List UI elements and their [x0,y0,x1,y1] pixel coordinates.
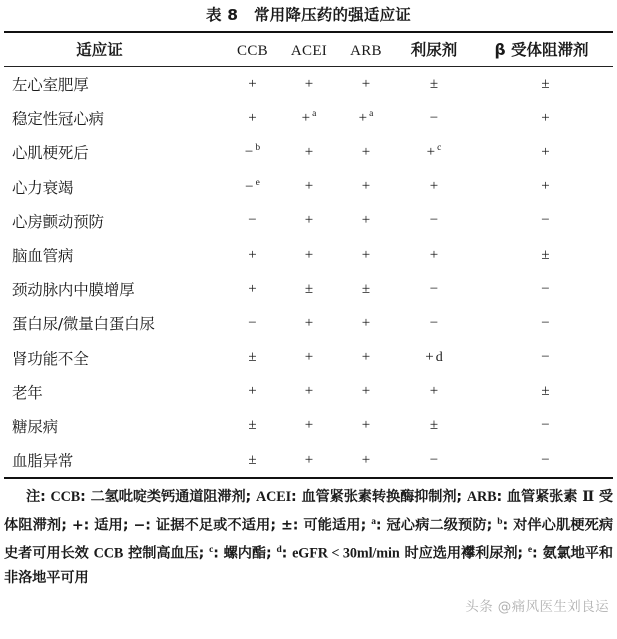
cell-diuretic [394,204,474,238]
cell-ccb [225,409,280,443]
table-row [0,101,617,135]
value-mark: + [426,144,436,161]
cell-arb [338,409,394,443]
cell-ccb [225,101,280,135]
value-mark: − [248,314,257,331]
cell-beta-blocker [474,135,617,169]
cell-beta-blocker [474,341,617,375]
value-mark: − [541,349,550,366]
row-label: 蛋白尿/微量白蛋白尿 [12,315,155,334]
value-mark: + [361,246,371,263]
footnote-text: CCB [50,489,81,506]
cell-acei [280,101,338,135]
value-mark: + [304,349,314,366]
footnote-text: : 氨氯地平和非洛地平可用 [4,545,613,586]
value-mark: + [361,383,371,400]
cell-acei [280,306,338,340]
value-mark: ± [304,280,314,297]
footnote-superscript: c [209,544,214,555]
value-mark: − [541,280,550,297]
value-mark: ± [248,451,257,468]
value-mark: − [429,280,439,297]
value-mark: + [304,314,314,331]
cell-acei [280,67,338,101]
cell-diuretic [394,101,474,135]
cell-diuretic [394,170,474,204]
watermark: 头条 @痛风医生刘良运 [465,599,609,615]
value-mark: + [361,451,371,468]
column-header-ccb: CCB [237,43,268,59]
column-header-indication: 适应证 [76,41,123,59]
cell-acei [280,341,338,375]
value-mark: + [361,314,371,331]
cell-acei [280,375,338,409]
row-label: 糖尿病 [12,417,58,436]
cell-diuretic [394,67,474,101]
table-row [0,306,617,340]
value-mark: − [541,212,550,229]
cell-diuretic [394,341,474,375]
cell-diuretic [394,375,474,409]
value-inline-note: d [435,350,443,366]
footnote-text: : 二氢吡啶类钙通道阻滞剂; [80,489,256,506]
table-body [0,67,617,477]
value-mark: ± [429,75,439,92]
value-mark: − [244,144,254,161]
value-mark: ± [541,383,550,400]
table-row [0,204,617,238]
table-row [0,135,617,169]
row-label: 肾功能不全 [12,349,89,368]
cell-beta-blocker [474,443,617,477]
cell-diuretic [394,443,474,477]
value-mark: + [425,349,434,366]
value-mark: + [361,349,371,366]
cell-arb [338,204,394,238]
table-header [0,33,617,66]
table-row [0,238,617,272]
cell-diuretic [394,238,474,272]
cell-arb [338,341,394,375]
cell-diuretic [394,306,474,340]
cell-beta-blocker [474,375,617,409]
row-label: 血脂异常 [12,452,74,471]
footnote-superscript: a [371,516,376,527]
value-mark: + [304,75,314,92]
cell-beta-blocker [474,409,617,443]
cell-arb [338,135,394,169]
value-mark: − [429,212,439,229]
value-mark: − [429,451,439,468]
value-mark: − [541,417,550,434]
cell-arb [338,101,394,135]
value-mark: ± [361,280,371,297]
value-mark: − [429,314,439,331]
cell-ccb [225,341,280,375]
table-row [0,341,617,375]
table-row [0,375,617,409]
cell-diuretic [394,272,474,306]
row-label: 老年 [12,383,43,402]
cell-ccb [225,272,280,306]
cell-diuretic [394,409,474,443]
cell-diuretic [394,135,474,169]
row-label: 心房颤动预防 [12,212,104,231]
footnote-text: 注: [26,489,51,506]
indications-table [0,33,617,66]
cell-beta-blocker [474,170,617,204]
value-mark: − [429,109,439,126]
cell-arb [338,170,394,204]
cell-beta-blocker [474,67,617,101]
value-mark: − [541,314,550,331]
row-label: 脑血管病 [12,247,74,266]
cell-ccb [225,375,280,409]
value-mark: + [248,109,257,126]
footnote-text: : 螺内酯; [213,545,277,562]
value-mark: + [541,109,550,126]
value-mark: + [429,383,439,400]
cell-arb [338,306,394,340]
column-header-acei: ACEI [290,43,328,59]
value-mark: + [361,143,371,160]
value-mark: + [301,110,311,127]
value-mark: + [361,417,371,434]
value-mark: + [304,178,314,195]
cell-arb [338,67,394,101]
value-mark: + [248,75,257,92]
cell-ccb [225,443,280,477]
value-mark: + [358,110,368,127]
cell-acei [280,443,338,477]
footnote-text: : [281,545,293,562]
footnote-text: 受体阻滞剂; +: 适用; −: 证据不足或不适用; ±: 可能适用; [4,489,613,534]
row-label: 颈动脉内中膜增厚 [12,281,135,300]
row-label: 心肌梗死后 [12,144,89,163]
value-mark: + [429,246,439,263]
row-label: 心力衰竭 [12,178,74,197]
footnote-text: : 冠心病二级预防; [375,517,498,534]
value-superscript: e [255,177,260,188]
footnote-superscript: d [276,544,282,555]
table-row [0,67,617,101]
cell-arb [338,375,394,409]
cell-ccb [225,204,280,238]
cell-beta-blocker [474,306,617,340]
indications-table-body [0,67,617,477]
footnote-text: : 对伴心肌梗死病史者可用长效 [4,517,613,562]
value-superscript: c [437,143,442,154]
footnote-text: ACEI [255,489,292,506]
value-mark: ± [541,246,550,263]
value-mark: + [248,383,257,400]
cell-beta-blocker [474,238,617,272]
cell-acei [280,204,338,238]
value-mark: + [361,178,371,195]
footnote-text: Ⅱ [582,489,595,506]
cell-arb [338,238,394,272]
value-mark: ± [248,349,257,366]
value-mark: + [361,212,371,229]
cell-ccb [225,135,280,169]
table-title: 表 8 常用降压药的强适应证 [206,6,411,24]
value-mark: + [304,451,314,468]
footnote-text: : 血管紧张素 [496,489,583,506]
value-superscript: a [369,109,374,120]
footnote-text: 时应选用襻利尿剂; [399,545,528,562]
value-mark: + [541,178,550,195]
value-mark: + [304,143,314,160]
cell-arb [338,272,394,306]
table-row [0,443,617,477]
cell-ccb [225,306,280,340]
table-row [0,409,617,443]
cell-beta-blocker [474,204,617,238]
value-mark: + [541,143,550,160]
table-footnote [0,479,617,590]
value-mark: + [304,212,314,229]
value-superscript: b [255,143,261,154]
column-header-diuretic: 利尿剂 [410,41,458,59]
cell-acei [280,135,338,169]
cell-ccb [225,67,280,101]
cell-beta-blocker [474,101,617,135]
value-mark: ± [429,417,439,434]
cell-acei [280,272,338,306]
value-mark: + [248,246,257,263]
footnote-text: eGFR < 30ml/min [292,545,400,562]
cell-ccb [225,170,280,204]
cell-arb [338,443,394,477]
footnote-text: : 血管紧张素转换酶抑制剂; [291,489,467,506]
value-mark: − [541,451,550,468]
footnote-text: CCB [93,545,124,562]
value-mark: ± [248,417,257,434]
row-label: 稳定性冠心病 [12,110,104,129]
column-header-beta-blocker: β 受体阻滞剂 [494,41,589,59]
table-row [0,272,617,306]
footnote-text: ARB [466,489,497,506]
cell-beta-blocker [474,272,617,306]
cell-acei [280,409,338,443]
row-label: 左心室肥厚 [12,76,89,95]
cell-acei [280,170,338,204]
value-mark: + [429,178,439,195]
value-superscript: a [312,109,317,120]
table-header-row [0,33,617,66]
value-mark: − [245,178,254,195]
footnote-superscript: e [527,544,532,555]
value-mark: ± [541,75,550,92]
value-mark: + [304,417,314,434]
cell-acei [280,238,338,272]
value-mark: − [248,212,257,229]
table-row [0,170,617,204]
footnote-text: 控制高血压; [123,545,210,562]
value-mark: + [248,280,257,297]
value-mark: + [304,383,314,400]
value-mark: + [304,246,314,263]
value-mark: + [361,75,371,92]
cell-ccb [225,238,280,272]
column-header-arb: ARB [350,43,382,59]
footnote-superscript: b [497,516,503,527]
